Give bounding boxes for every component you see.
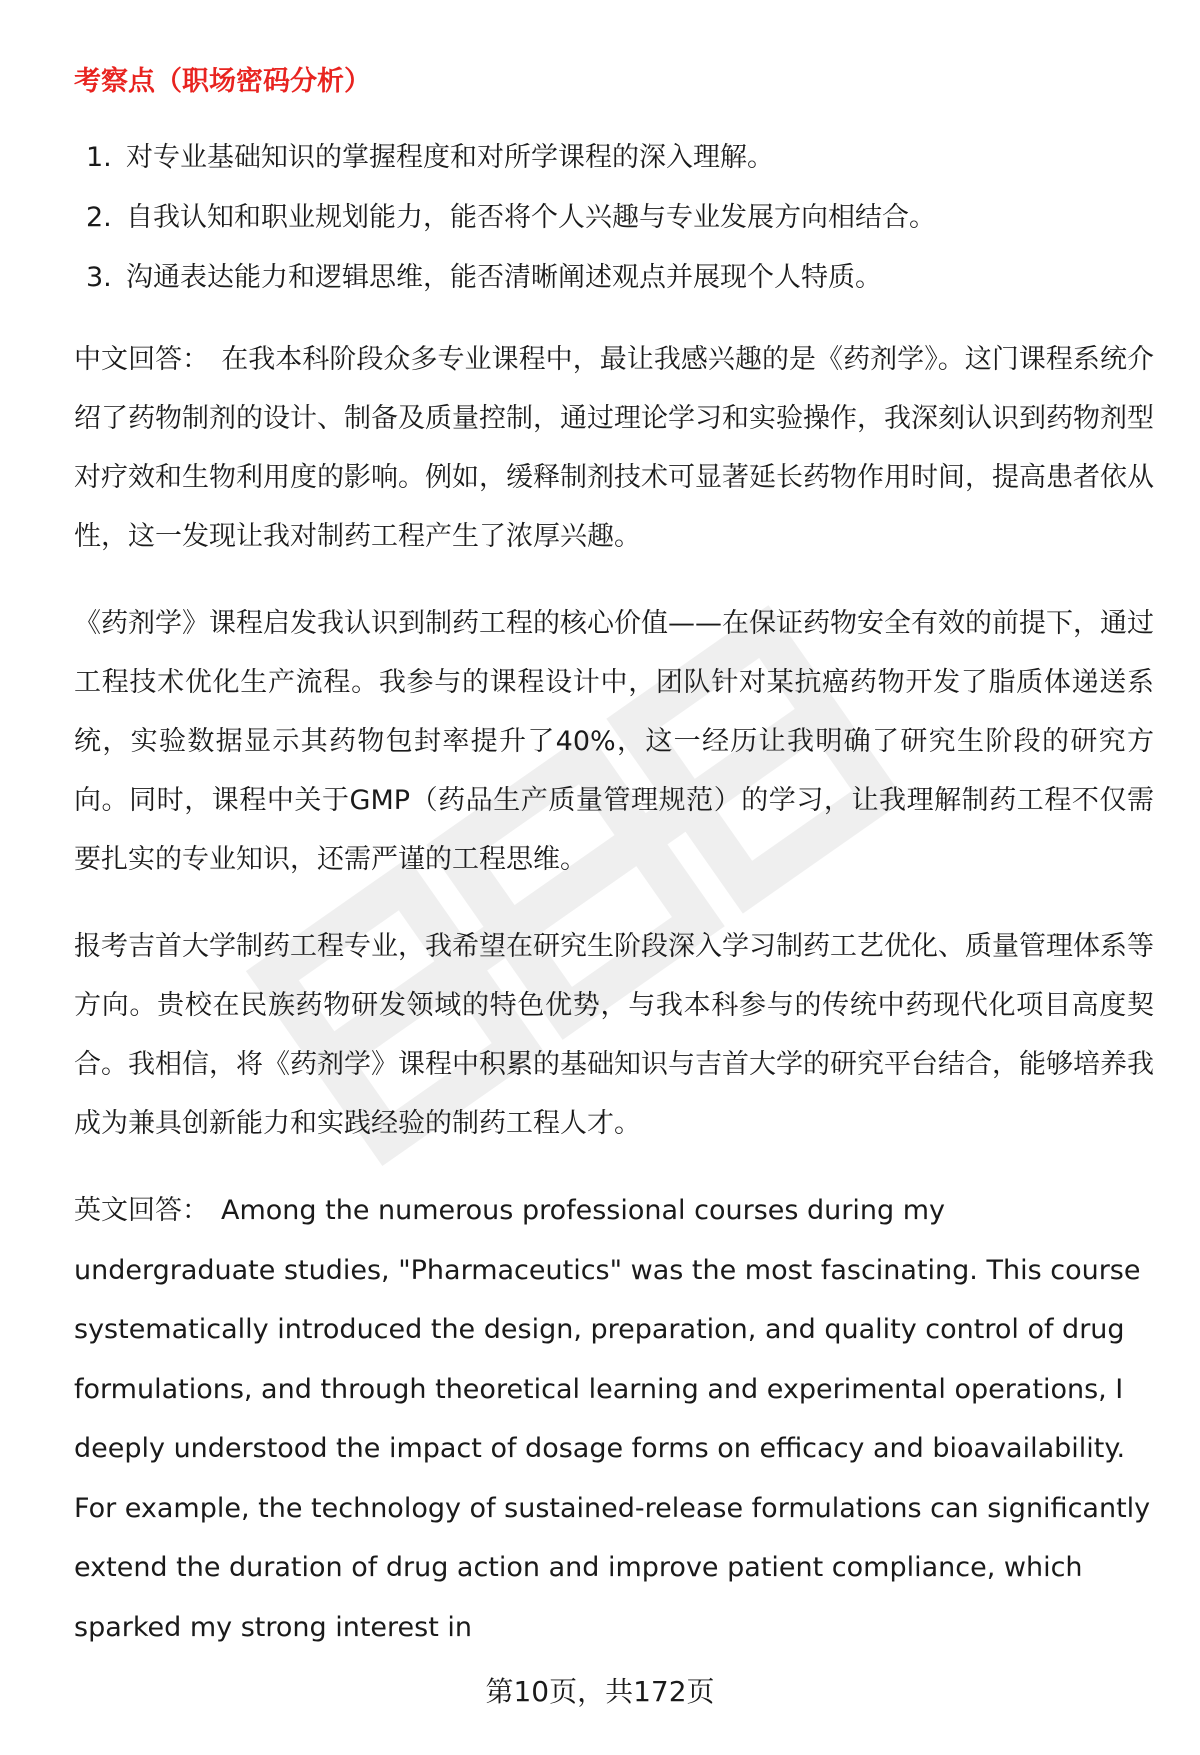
section-title: 考察点（职场密码分析）	[74, 66, 371, 97]
list-item-text: 对专业基础知识的掌握程度和对所学课程的深入理解。	[126, 142, 774, 173]
list-item	[74, 248, 1154, 308]
english-answer-label: 英文回答：	[74, 1195, 209, 1226]
main-content	[74, 58, 1154, 1657]
list-item	[74, 188, 1154, 248]
chinese-answer-paragraph-1	[74, 330, 1154, 566]
english-answer-paragraph	[74, 1181, 1154, 1657]
list-item-number: 1.	[86, 142, 112, 173]
chinese-answer-paragraph-2: 《药剂学》课程启发我认识到制药工程的核心价值——在保证药物安全有效的前提下，通过工程技术优化生产流程。我参与的课程设计中，团队针对某抗癌药物开发了脂质体递送系统，实验数据显示其药物包封率提升了40%，这一经历让我明确了研究生阶段的研究方向。同时，课程中关于GMP（药品生产质量管理规范）的学习，让我理解制药工程不仅需要扎实的专业知识，还需严谨的工程思维。	[74, 608, 1154, 875]
page-number-footer: 第10页，共172页	[485, 1675, 715, 1708]
chinese-answer-label: 中文回答：	[74, 344, 210, 375]
list-item-number: 3.	[86, 262, 112, 293]
list-item-text: 自我认知和职业规划能力，能否将个人兴趣与专业发展方向相结合。	[126, 202, 936, 233]
list-item-text: 沟通表达能力和逻辑思维，能否清晰阐述观点并展现个人特质。	[126, 262, 882, 293]
list-item	[74, 128, 1154, 188]
analysis-points-list	[74, 128, 1154, 308]
paragraph-text: 在我本科阶段众多专业课程中，最让我感兴趣的是《药剂学》。这门课程系统介绍了药物制剂的设计、制备及质量控制，通过理论学习和实验操作，我深刻认识到药物剂型对疗效和生物利用度的影响。例如，缓释制剂技术可显著延长药物作用时间，提高患者依从性，这一发现让我对制药工程产生了浓厚兴趣。	[74, 344, 1155, 552]
chinese-answer-paragraph-3: 报考吉首大学制药工程专业，我希望在研究生阶段深入学习制药工艺优化、质量管理体系等方向。贵校在民族药物研发领域的特色优势，与我本科参与的传统中药现代化项目高度契合。我相信，将《药剂学》课程中积累的基础知识与吉首大学的研究平台结合，能够培养我成为兼具创新能力和实践经验的制药工程人才。	[74, 931, 1154, 1139]
list-item-number: 2.	[86, 202, 112, 233]
paragraph-text: Among the numerous professional courses during my undergraduate studies, "Pharmaceutics" was the most fascinating. This course systematically introduced the design, preparation, and quality control of drug formulations, and through theoretical learning and experimental operations, I deeply understood the impact of dosage forms on efficacy and bioavailability. For example, the technology of sustained-release formulations can significantly extend the duration of drug action and improve patient compliance, which sparked my strong interest in	[74, 1195, 1151, 1643]
